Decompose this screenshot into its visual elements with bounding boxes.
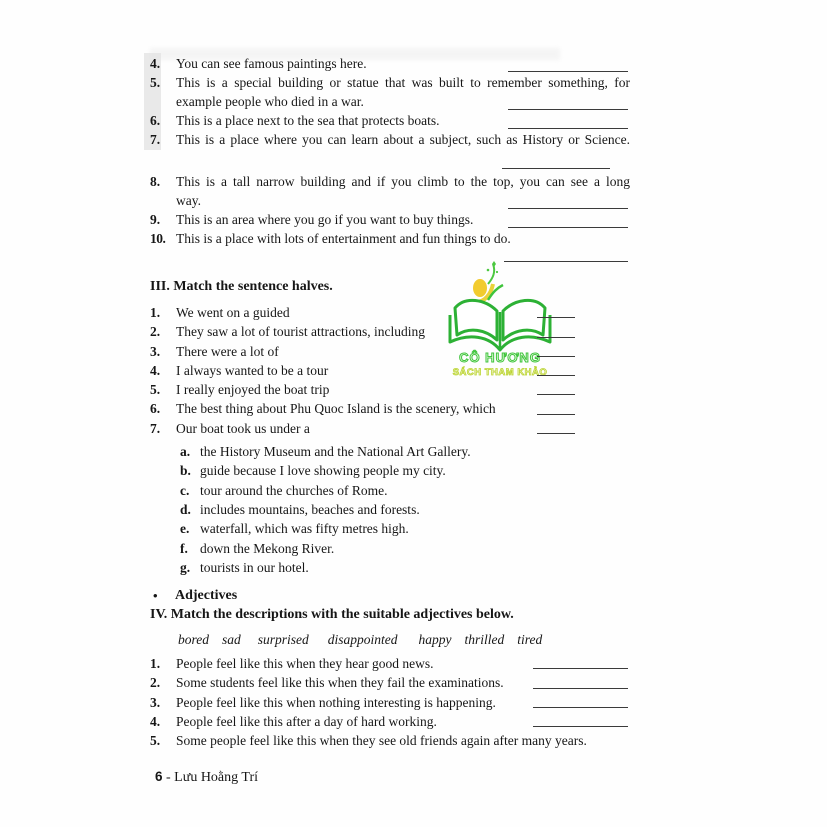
option-letter: a. bbox=[180, 444, 191, 460]
match-option-d bbox=[150, 500, 630, 519]
item-number: 9. bbox=[150, 212, 161, 227]
answer-blank-row bbox=[150, 248, 630, 265]
option-letter: g. bbox=[180, 559, 191, 575]
item-number: 4. bbox=[150, 362, 161, 378]
answer-blank bbox=[504, 247, 628, 262]
item-text: This is a special building or statue that was built to remember something, for bbox=[176, 75, 630, 90]
item-text: They saw a lot of tourist attractions, including bbox=[176, 324, 425, 340]
answer-blank bbox=[508, 95, 628, 110]
exercise-item-9 bbox=[150, 210, 630, 229]
match-item-6 bbox=[150, 399, 630, 418]
item-number: 10. bbox=[150, 231, 166, 246]
item-number: 8. bbox=[150, 174, 161, 189]
item-text: This is a place with lots of entertainment and fun things to do. bbox=[176, 231, 511, 246]
answer-blank bbox=[537, 400, 575, 415]
option-text: tour around the churches of Rome. bbox=[200, 482, 388, 498]
answer-blank bbox=[537, 380, 575, 395]
item-text: This is a place next to the sea that protects boats. bbox=[176, 113, 440, 128]
match-halves-list bbox=[150, 303, 630, 438]
item-text: This is a place where you can learn about a subject, such as History or Science. bbox=[176, 132, 630, 147]
item-number: 2. bbox=[150, 675, 161, 691]
page-number: 6 bbox=[155, 769, 163, 784]
answer-blank bbox=[502, 154, 610, 169]
answer-blank bbox=[508, 114, 628, 129]
item-text: Some students feel like this when they fail the examinations. bbox=[176, 675, 504, 691]
footer-author: - Lưu Hoằng Trí bbox=[166, 770, 258, 785]
answer-blank bbox=[533, 674, 628, 689]
match-option-a bbox=[150, 442, 630, 461]
section-iii-heading: III. Match the sentence halves. bbox=[150, 279, 333, 294]
exercise-item-4 bbox=[150, 54, 630, 73]
exercise-item-10 bbox=[150, 229, 630, 248]
item-text: I always wanted to be a tour bbox=[176, 362, 329, 378]
option-letter: f. bbox=[180, 540, 188, 556]
page-content bbox=[150, 54, 630, 751]
word-bank-item: tired bbox=[517, 632, 543, 648]
adjective-item-4 bbox=[150, 712, 630, 731]
word-bank-item: thrilled bbox=[464, 632, 505, 648]
item-text: People feel like this after a day of hard working. bbox=[176, 714, 437, 730]
adjective-items-list bbox=[150, 654, 630, 750]
exercise-ii-list bbox=[150, 54, 630, 265]
item-text: Our boat took us under a bbox=[176, 420, 310, 436]
item-text: This is a tall narrow building and if you climb to the top, you can see a long bbox=[176, 174, 630, 189]
item-number: 4. bbox=[150, 714, 161, 730]
option-letter: e. bbox=[180, 521, 190, 537]
answer-blank-row bbox=[150, 149, 630, 172]
option-text: includes mountains, beaches and forests. bbox=[200, 501, 420, 517]
answer-blank bbox=[508, 57, 628, 72]
answer-blank bbox=[537, 303, 575, 318]
option-text: tourists in our hotel. bbox=[200, 559, 309, 575]
watermark-subtitle: SÁCH THAM KHẢO bbox=[452, 367, 548, 378]
answer-blank bbox=[537, 323, 575, 338]
word-bank-item: bored bbox=[178, 632, 209, 648]
answer-blank bbox=[537, 361, 575, 376]
option-text: waterfall, which was fifty metres high. bbox=[200, 521, 409, 537]
match-option-g bbox=[150, 558, 630, 577]
word-bank-item: happy bbox=[418, 632, 452, 648]
word-bank bbox=[178, 630, 630, 649]
adjective-item-1 bbox=[150, 654, 630, 673]
exercise-item-6 bbox=[150, 111, 630, 130]
exercise-item-5 bbox=[150, 73, 630, 111]
answer-blank bbox=[533, 654, 628, 669]
answer-blank bbox=[533, 693, 628, 708]
match-item-5 bbox=[150, 380, 630, 399]
match-option-f bbox=[150, 539, 630, 558]
answer-blank bbox=[537, 419, 575, 434]
match-item-4 bbox=[150, 361, 630, 380]
option-letter: b. bbox=[180, 463, 191, 479]
match-item-1 bbox=[150, 303, 630, 322]
item-number: 7. bbox=[150, 132, 161, 147]
item-text-line2: way. bbox=[176, 193, 201, 208]
answer-blank bbox=[508, 194, 628, 209]
option-text: the History Museum and the National Art Gallery. bbox=[200, 444, 471, 460]
adjective-item-3 bbox=[150, 693, 630, 712]
answer-blank bbox=[533, 712, 628, 727]
item-number: 3. bbox=[150, 694, 161, 710]
exercise-item-7 bbox=[150, 130, 630, 149]
match-item-2 bbox=[150, 322, 630, 341]
option-text: down the Mekong River. bbox=[200, 540, 335, 556]
item-text: The best thing about Phu Quoc Island is the scenery, which bbox=[176, 401, 496, 417]
match-item-7 bbox=[150, 419, 630, 438]
item-number: 5. bbox=[150, 382, 161, 398]
page-footer bbox=[155, 769, 258, 786]
item-number: 2. bbox=[150, 324, 161, 340]
option-letter: c. bbox=[180, 482, 190, 498]
item-number: 1. bbox=[150, 305, 161, 320]
watermark-title: CÔ HƯƠNG bbox=[459, 350, 541, 365]
word-bank-item: sad bbox=[222, 632, 241, 648]
item-number: 7. bbox=[150, 420, 161, 436]
bullet-icon: • bbox=[153, 588, 158, 604]
exercise-item-8 bbox=[150, 172, 630, 210]
option-text: guide because I love showing people my city. bbox=[200, 463, 446, 479]
item-text: I really enjoyed the boat trip bbox=[176, 382, 330, 398]
item-text: We went on a guided bbox=[176, 305, 290, 320]
match-item-3 bbox=[150, 342, 630, 361]
match-option-b bbox=[150, 461, 630, 480]
adjective-item-5 bbox=[150, 731, 630, 750]
item-number: 5. bbox=[150, 75, 161, 90]
word-bank-item: surprised bbox=[257, 632, 309, 648]
item-text: Some people feel like this when they see old friends again after many years. bbox=[176, 733, 587, 749]
match-option-e bbox=[150, 519, 630, 538]
item-text-line2: example people who died in a war. bbox=[176, 94, 364, 109]
adjectives-bullet-line bbox=[150, 586, 630, 605]
word-bank-item: disappointed bbox=[327, 632, 398, 648]
item-text: This is an area where you go if you want to buy things. bbox=[176, 212, 474, 227]
match-options-list bbox=[150, 442, 630, 577]
item-text: People feel like this when nothing interesting is happening. bbox=[176, 694, 496, 710]
item-number: 6. bbox=[150, 401, 161, 417]
item-text: People feel like this when they hear good news. bbox=[176, 656, 434, 672]
item-number: 6. bbox=[150, 113, 161, 128]
item-text: There were a lot of bbox=[176, 343, 279, 359]
answer-blank bbox=[537, 342, 575, 357]
adjectives-label: Adjectives bbox=[175, 588, 238, 604]
item-number: 4. bbox=[150, 56, 161, 71]
item-number: 1. bbox=[150, 656, 161, 672]
section-iv-heading: IV. Match the descriptions with the suitable adjectives below. bbox=[150, 607, 514, 623]
adjective-item-2 bbox=[150, 673, 630, 692]
match-option-c bbox=[150, 481, 630, 500]
item-text: You can see famous paintings here. bbox=[176, 56, 367, 71]
item-number: 3. bbox=[150, 343, 161, 359]
option-letter: d. bbox=[180, 501, 191, 517]
item-number: 5. bbox=[150, 733, 161, 749]
answer-blank bbox=[508, 213, 628, 228]
